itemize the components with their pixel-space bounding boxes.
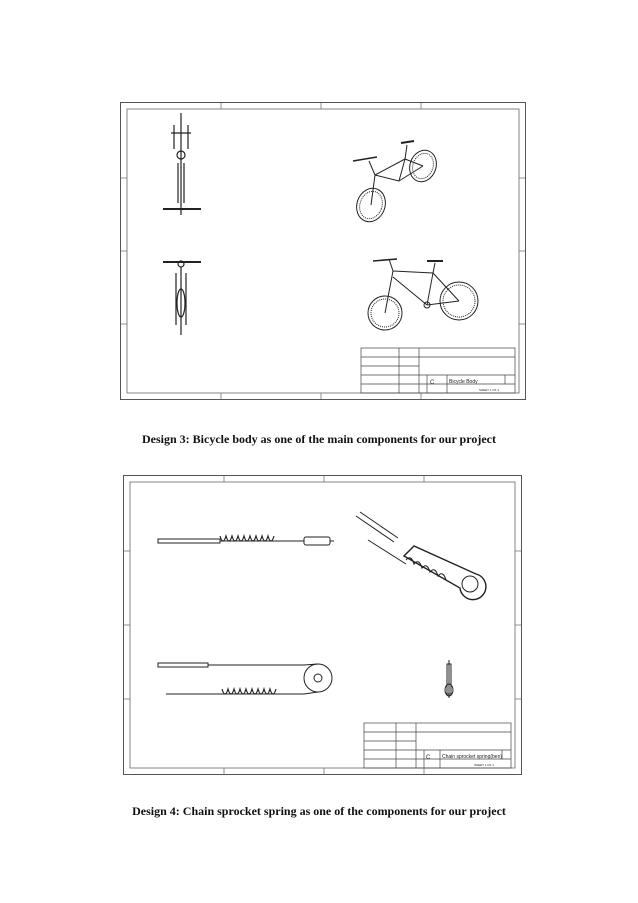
sprocket-side-view — [445, 660, 453, 698]
bicycle-drawing-graphic — [121, 103, 525, 399]
sprocket-top-view — [158, 536, 334, 545]
title-block-sheet-number: SHEET 1 OF 1 — [479, 388, 499, 392]
title-block-sprocket — [364, 723, 511, 768]
title-block-size: C — [430, 380, 435, 386]
drawing-sheet-bicycle-body — [120, 102, 526, 400]
title-block-size: C — [426, 755, 431, 761]
caption-design-4: Design 4: Chain sprocket spring as one of the components for our project — [132, 804, 506, 818]
drawing-sheet-chain-sprocket-spring — [123, 475, 522, 775]
caption-design-3: Design 3: Bicycle body as one of the main components for our project — [142, 432, 496, 446]
bicycle-side-view — [368, 259, 478, 330]
bicycle-front-view — [163, 261, 201, 335]
title-block-sheet-title: Bicycle Body — [449, 379, 478, 385]
title-block-sheet-number: SHEET 1 OF 1 — [474, 763, 494, 767]
bicycle-top-view — [163, 113, 201, 215]
sprocket-drawing-graphic — [124, 476, 521, 774]
sprocket-isometric-view — [356, 512, 486, 600]
title-block-sheet-title: Chain sprocket spring(ben) — [442, 754, 503, 760]
bicycle-isometric-view — [352, 141, 441, 226]
sprocket-front-view — [158, 663, 332, 694]
title-block-bicycle — [361, 348, 515, 393]
